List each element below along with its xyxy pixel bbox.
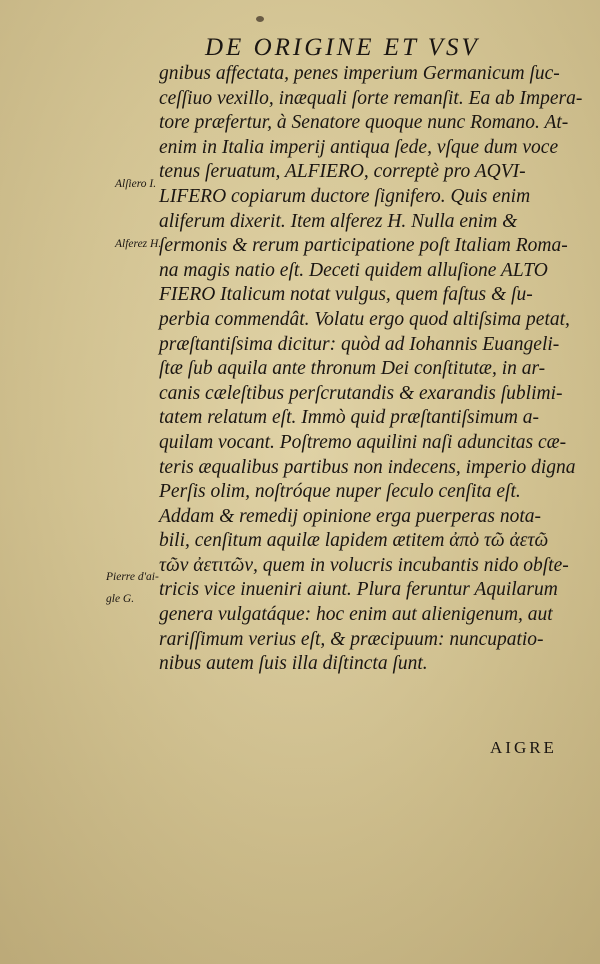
text-line: na magis natio eſt. Deceti quidem alluſione ALTO [159, 259, 548, 281]
text-line: genera vulgatáque: hoc enim aut alienigenum, aut [159, 604, 553, 626]
text-line: perbia commendât. Volatu ergo quod altiſsima petat, [159, 308, 570, 330]
text-line: LIFERO copiarum ductore ſignifero. Quis enim [159, 185, 531, 207]
text-line: Perſis olim, noſtróque nuper ſeculo cenſita eſt. [159, 481, 521, 503]
text-line: Addam & remedij opinione erga puerperas nota- [159, 505, 542, 527]
text-line: rariſſimum verius eſt, & præcipuum: nuncupatio- [159, 628, 544, 650]
text-line: enim in Italia imperij antiqua ſede, vſque dum voce [159, 136, 559, 158]
text-line: tricis vice inueniri aiunt. Plura feruntur Aquilarum [159, 579, 558, 601]
text-line: τῶν ἀετιτῶν, quem in volucris incubantis nido obſte- [159, 554, 569, 576]
text-line: bili, cenſitum aquilæ lapidem ætitem ἀπὸ τῶ ἀετῶ [159, 530, 549, 552]
text-line: ceſſiuo vexillo, inæquali ſorte remanſit. Ea ab Impera- [159, 87, 583, 109]
text-line: tatem relatum eſt. Immò quid præſtantiſsimum a- [159, 407, 540, 429]
text-line: quilam vocant. Poſtremo aquilini naſi aduncitas cæ- [159, 431, 567, 453]
text-line: gnibus affectata, penes imperium Germanicum ſuc- [159, 63, 560, 84]
text-line: præſtantiſsima dicitur: quòd ad Iohannis Euangeli- [159, 333, 560, 355]
text-line: nibus autem ſuis illa diſtincta ſunt. [159, 653, 428, 675]
text-line: aliferum dixerit. Item alferez H. Nulla enim & [159, 210, 518, 232]
margin-note-pierre-daigle-cont: gle G. [106, 593, 135, 605]
catchword: AIGRE [490, 738, 557, 757]
text-line: teris æqualibus partibus non indecens, imperio digna [159, 456, 576, 478]
ink-blot [256, 16, 264, 22]
text-line: ſermonis & rerum participatione poſt Italiam Roma- [159, 235, 568, 257]
text-line: tore præfertur, à Senatore quoque nunc Romano. At- [159, 112, 569, 134]
margin-note-alferez: Alferez H. [115, 238, 162, 250]
text-line: FIERO Italicum notat vulgus, quem faſtus & ſu- [159, 284, 533, 306]
running-head: DE ORIGINE ET VSV [205, 34, 480, 61]
body-text [159, 62, 584, 677]
text-line: canis cæleſtibus perſcrutandis & exarandis ſublimi- [159, 382, 563, 404]
margin-note-pierre-daigle: Pierre d'ai- [106, 571, 159, 583]
margin-note-alfiero: Alſiero I. [115, 178, 157, 190]
text-line: ſtæ ſub aquila ante thronum Dei conſtitutæ, in ar- [159, 358, 546, 380]
text-line: tenus ſeruatum, ALFIERO, correptè pro AQVI- [159, 161, 526, 183]
